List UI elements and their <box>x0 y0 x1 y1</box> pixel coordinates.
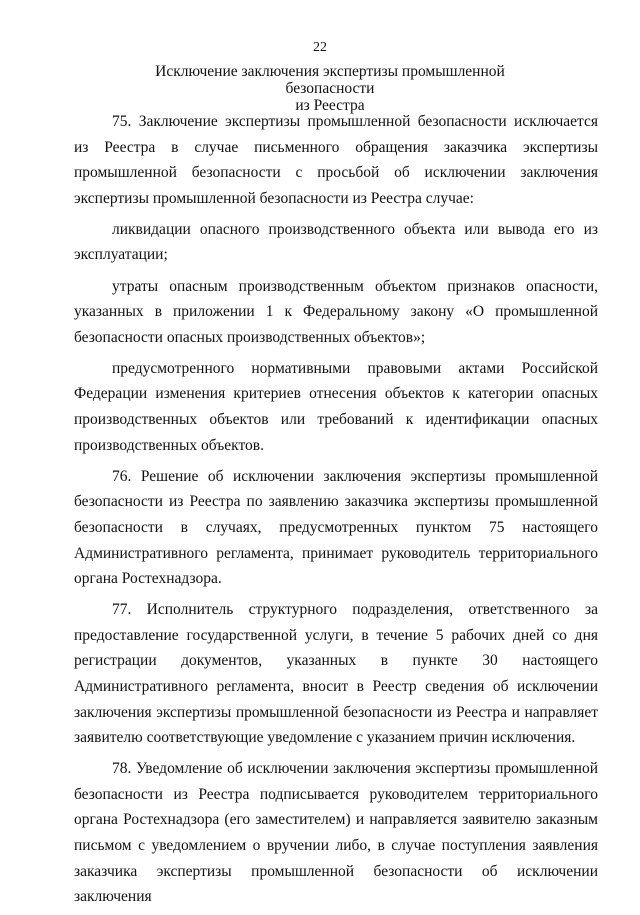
paragraph-76: 76. Решение об исключении заключения экспертизы промышленной безопасности из Реестра по заявлению заказчика экспертизы промышленной безопасности в случаях, предусмотренных пунктом 75 настоящего Административного регламента, принимает руководитель территориального органа Ростехнадзора. <box>74 467 598 588</box>
paragraph-75: 75. Заключение экспертизы промышленной безопасности исключается из Реестра в случае письменного обращения заказчика экспертизы промышленной безопасности с просьбой об исключении заключения экспертизы промышленной безопасности из Реестра случае: <box>74 113 598 207</box>
paragraph-75-item-liquidation: ликвидации опасного производственного объекта или вывода его из эксплуатации; <box>74 220 598 264</box>
document-body <box>74 109 598 915</box>
section-heading-line-1: Исключение заключения экспертизы промышленной безопасности <box>155 63 505 97</box>
paragraph-75-item-loss-of-hazard: утраты опасным производственным объектом признаков опасности, указанных в приложении 1 к Федеральному закону «О промышленной безопасности опасных производственных объектов»; <box>74 277 598 346</box>
page-number: 22 <box>313 40 327 55</box>
section-heading <box>110 63 550 114</box>
section-heading-line-2: из Реестра <box>295 97 365 114</box>
paragraph-77: 77. Исполнитель структурного подразделения, ответственного за предоставление государственной услуги, в течение 5 рабочих дней со дня регистрации документов, указанных в пункте 30 настоящего Административного регламента, вносит в Реестр сведения об исключении заключения экспертизы промышленной безопасности из Реестра и направляет заявителю соответствующие уведомление с указанием причин исключения. <box>74 601 598 747</box>
paragraph-75-item-criteria-change: предусмотренного нормативными правовыми актами Российской Федерации изменения критериев отнесения объектов к категории опасных производственных объектов или требований к идентификации опасных производственных объектов. <box>74 359 598 454</box>
paragraph-78: 78. Уведомление об исключении заключения экспертизы промышленной безопасности из Реестра подписывается руководителем территориального органа Ростехнадзора (его заместителем) и направляется заявителю заказным письмом с уведомлением о вручении либо, в случае поступления заявления заказчика экспертизы промышленной безопасности об исключении заключения <box>74 760 598 906</box>
